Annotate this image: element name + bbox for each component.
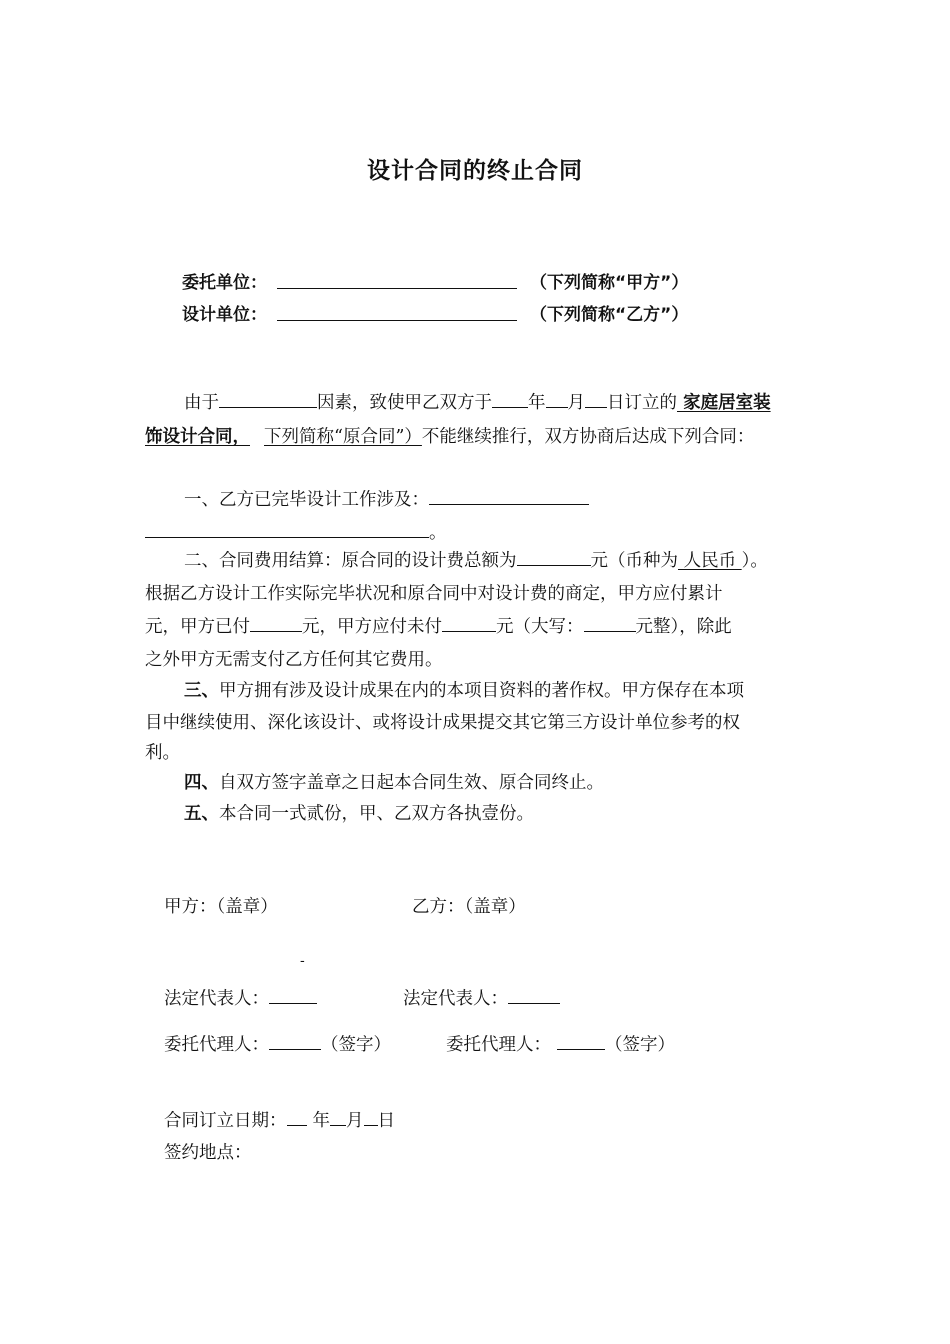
- date-month: 月: [346, 1111, 364, 1131]
- intro-text: 日订立的: [607, 393, 677, 413]
- unpaid-blank[interactable]: [442, 613, 496, 632]
- designer-label: 设计单位：: [182, 305, 267, 325]
- page-title: 设计合同的终止合同: [367, 158, 583, 184]
- date-day-blank[interactable]: [364, 1107, 378, 1126]
- intro-text: 年: [528, 393, 546, 413]
- intro-text: 不能继续推行，双方协商后达成下列合同：: [421, 427, 755, 447]
- month-blank[interactable]: [546, 389, 568, 408]
- agent-a: [164, 1029, 391, 1062]
- clause-2-line-1: [184, 545, 768, 578]
- abbrev-note: 下列简称“原合同”）: [264, 427, 422, 447]
- clause-3-label: 三、: [184, 681, 219, 701]
- contract-name: 家庭居室装: [677, 393, 771, 413]
- work-scope-blank-2[interactable]: [145, 519, 429, 538]
- client-note: （下列简称“甲方”）: [530, 273, 689, 293]
- clause-3-line-2: 目中继续使用、深化该设计、或将设计成果提交其它第三方设计单位参考的权: [145, 713, 740, 733]
- clause-1-text: 乙方已完毕设计工作涉及：: [219, 490, 429, 510]
- year-blank[interactable]: [492, 389, 528, 408]
- legal-rep-b-label: 法定代表人：: [403, 989, 508, 1009]
- clause-2-text: 元，甲方已付: [145, 617, 250, 637]
- clause-5: [184, 798, 534, 831]
- uppercase-amount-blank[interactable]: [584, 613, 636, 632]
- agent-a-label: 委托代理人：: [164, 1035, 269, 1055]
- clause-5-label: 五、: [184, 804, 219, 824]
- legal-rep-b: [403, 983, 560, 1016]
- party-b-seal: 乙方：（盖章）: [412, 897, 526, 917]
- clause-5-text: 本合同一式贰份，甲、乙双方各执壹份。: [219, 804, 534, 824]
- paid-blank[interactable]: [250, 613, 302, 632]
- clause-3-line-3: 利。: [145, 743, 180, 763]
- clause-3-line-1: [184, 675, 744, 708]
- total-fee-blank[interactable]: [517, 547, 591, 566]
- clause-4: [184, 767, 604, 800]
- intro-line-2: [145, 421, 754, 454]
- intro-text: 因素，致使甲乙双方于: [317, 393, 492, 413]
- date-day: 日: [377, 1111, 395, 1131]
- agent-b: [446, 1029, 675, 1062]
- designer-field[interactable]: [277, 302, 517, 321]
- intro-line-1: [184, 387, 771, 420]
- clause-2-line-2: 根据乙方设计工作实际完毕状况和原合同中对设计费的商定，甲方应付累计: [145, 584, 723, 604]
- agent-b-blank[interactable]: [557, 1031, 605, 1050]
- contract-name-cont: 饰设计合同，: [145, 427, 250, 447]
- clause-2-text: 合同费用结算：原合同的设计费总额为: [219, 551, 517, 571]
- intro-text: 月: [567, 393, 585, 413]
- clause-1: [184, 484, 589, 517]
- clause-2-text: ）。: [741, 551, 768, 571]
- contract-date: [164, 1105, 395, 1138]
- client-field[interactable]: [277, 270, 517, 289]
- intro-text: 由于: [184, 393, 219, 413]
- party-a-seal: 甲方：（盖章）: [164, 897, 278, 917]
- date-label: 合同订立日期：: [164, 1111, 287, 1131]
- reason-blank[interactable]: [219, 389, 317, 408]
- clause-1-label: 一、: [184, 490, 219, 510]
- agent-a-blank[interactable]: [269, 1031, 321, 1050]
- clause-4-text: 自双方签字盖章之日起本合同生效、原合同终止。: [219, 773, 604, 793]
- work-scope-blank[interactable]: [429, 486, 589, 505]
- designer-note: （下列简称“乙方”）: [530, 305, 689, 325]
- legal-rep-b-blank[interactable]: [508, 985, 560, 1004]
- client-label: 委托单位：: [182, 273, 267, 293]
- day-blank[interactable]: [585, 389, 607, 408]
- clause-2-line-3: [145, 611, 732, 644]
- dash-mark: -: [300, 953, 305, 969]
- legal-rep-a: [164, 983, 317, 1016]
- clause-2-text: 元，甲方应付未付: [302, 617, 442, 637]
- agent-b-label: 委托代理人：: [446, 1035, 551, 1055]
- signing-place: 签约地点：: [164, 1143, 252, 1163]
- date-year-blank[interactable]: [287, 1107, 307, 1126]
- clause-2-text: 元整），除此: [635, 617, 732, 637]
- agent-b-sign: （签字）: [605, 1035, 675, 1055]
- clause-2-line-4: 之外甲方无需支付乙方任何其它费用。: [145, 650, 443, 670]
- clause-1-end: 。: [429, 523, 447, 543]
- legal-rep-a-label: 法定代表人：: [164, 989, 269, 1009]
- clause-2-label: 二、: [184, 551, 219, 571]
- clause-2-text: 元（币种为: [590, 551, 678, 571]
- agent-a-sign: （签字）: [321, 1035, 391, 1055]
- clause-2-text: 元（大写：: [496, 617, 584, 637]
- date-month-blank[interactable]: [330, 1107, 346, 1126]
- legal-rep-a-blank[interactable]: [269, 985, 317, 1004]
- currency: 人民币: [678, 551, 742, 571]
- clause-3-text: 甲方拥有涉及设计成果在内的本项目资料的著作权。甲方保存在本项: [219, 681, 744, 701]
- clause-4-label: 四、: [184, 773, 219, 793]
- date-year: 年: [312, 1111, 330, 1131]
